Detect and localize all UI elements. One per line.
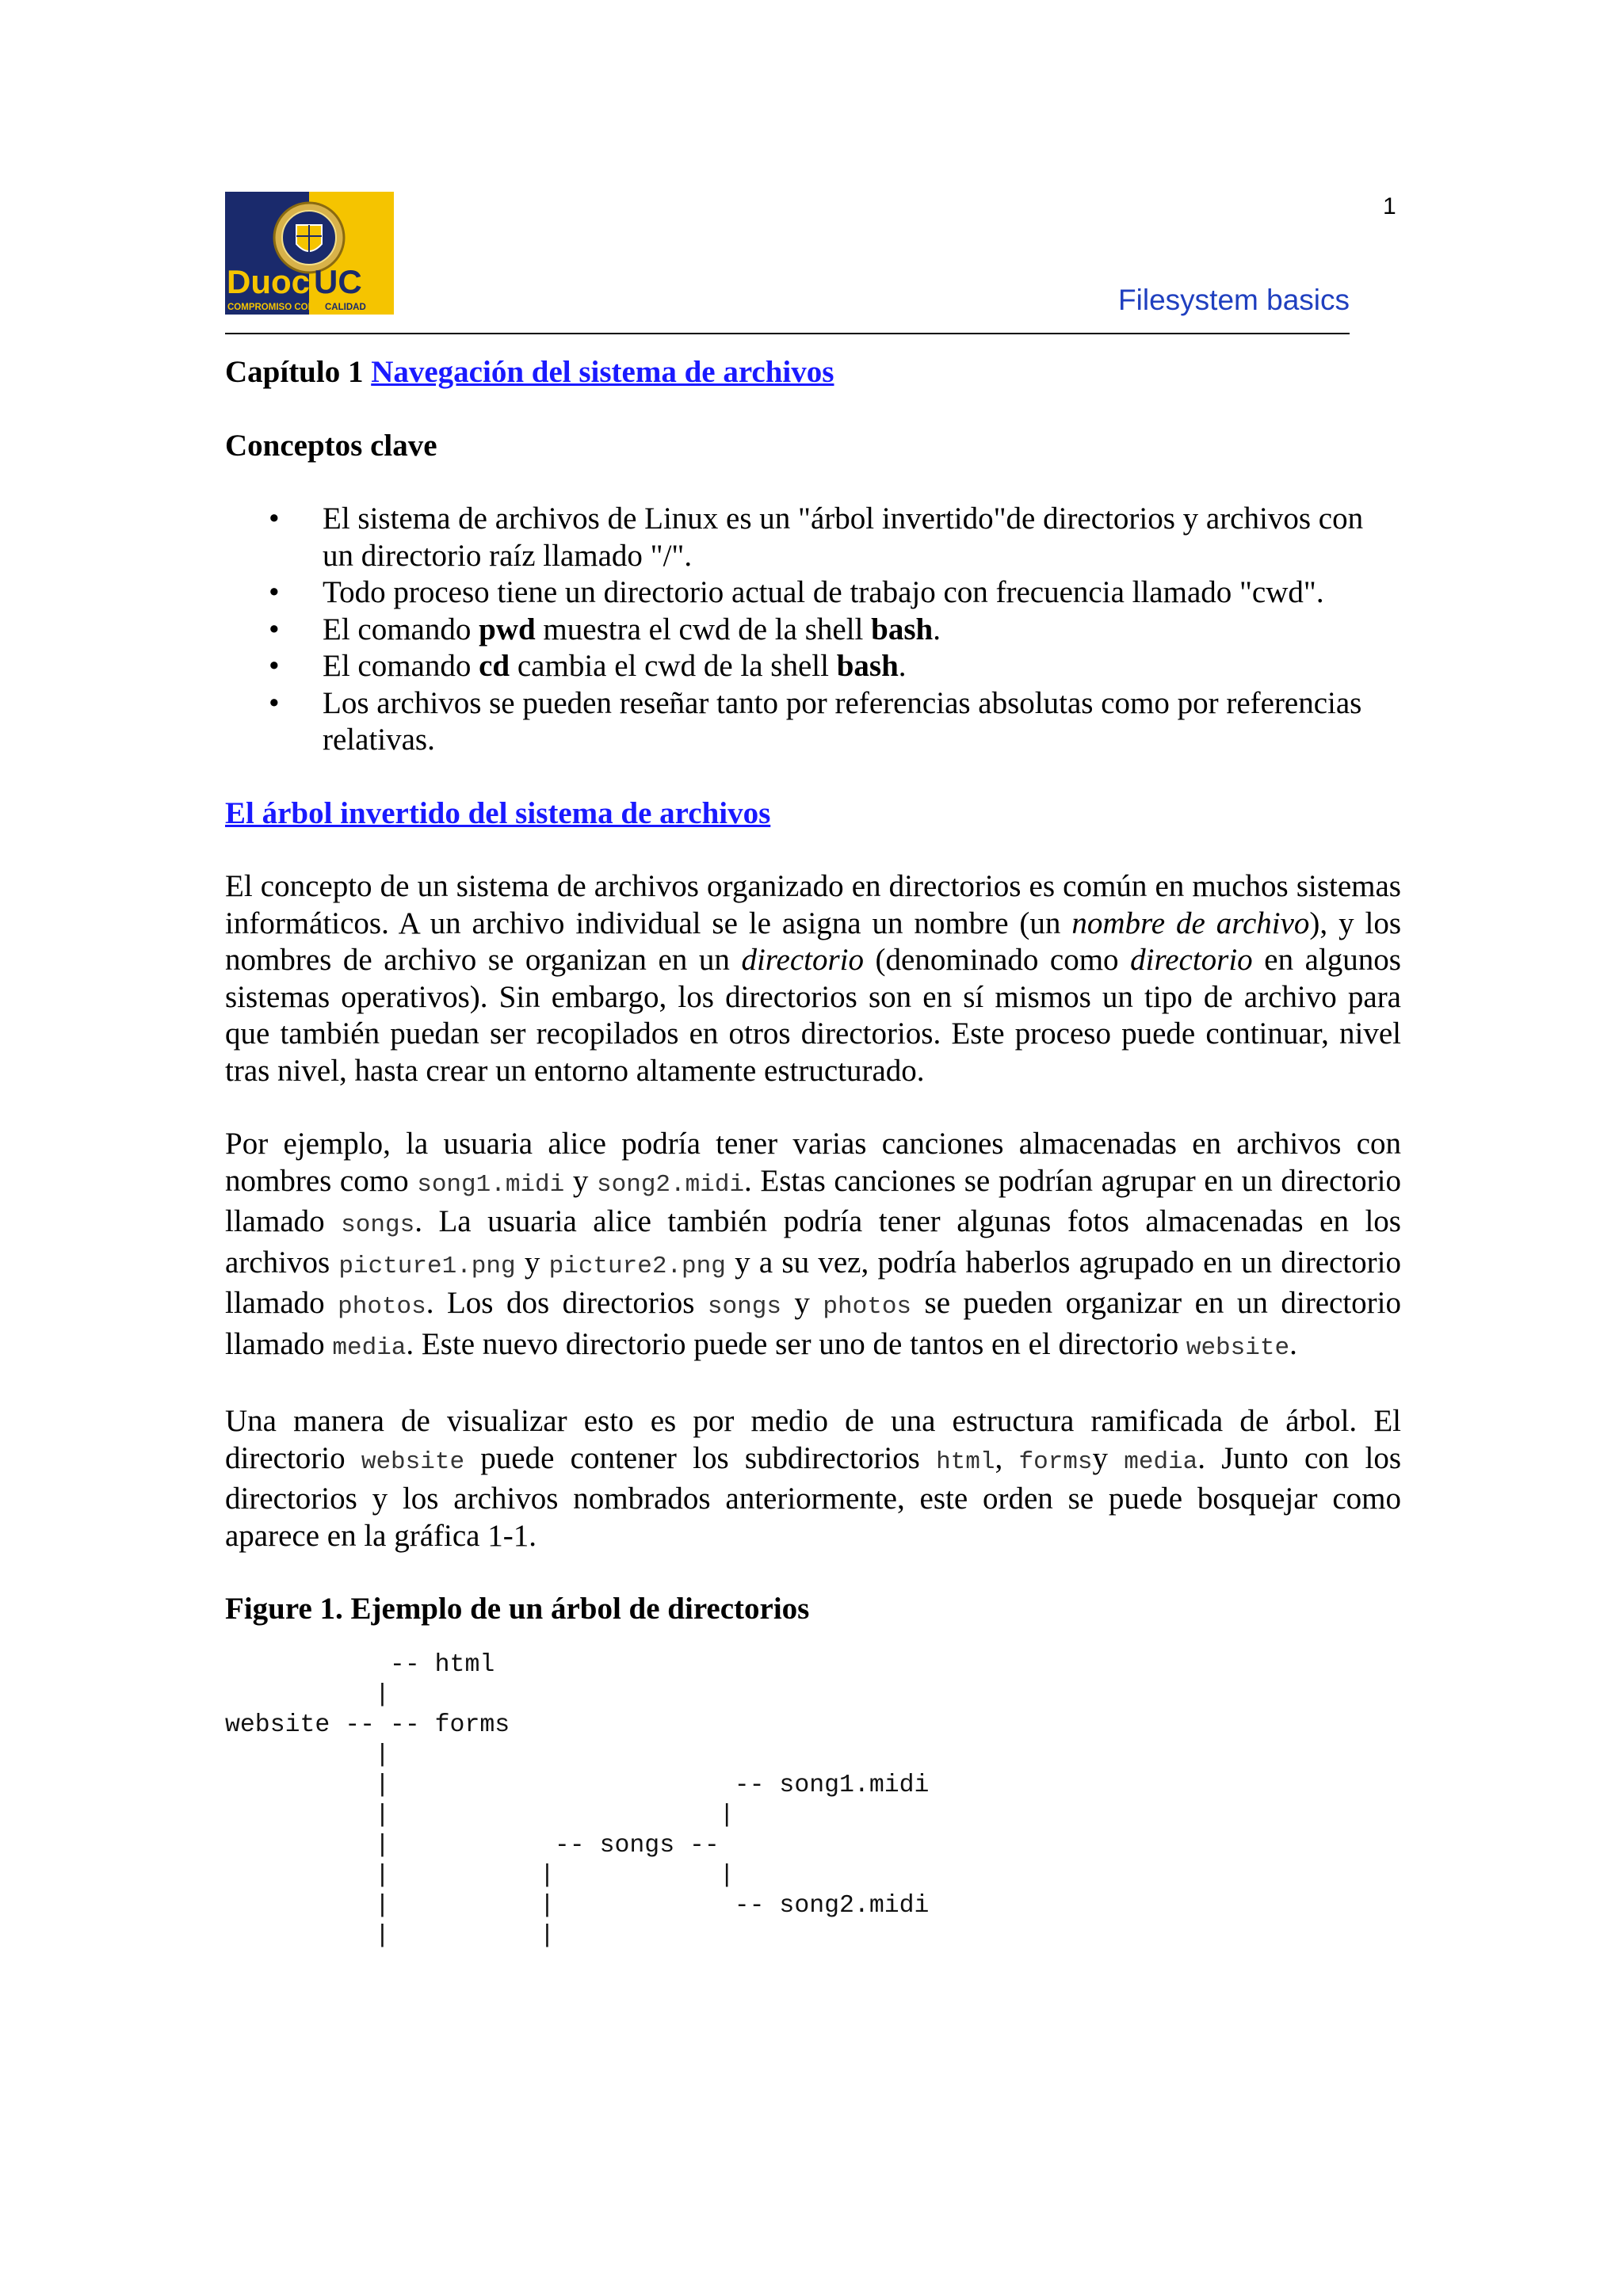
list-item — [323, 685, 1401, 759]
dirname-code: website — [361, 1447, 465, 1476]
text-run: en algunos sistemas operativos). Sin embargo, los directorios son en sí mismos un tipo de archivo para que también puedan ser recopilados en otros directorios. Este proceso puede continuar, nivel tras nivel, hasta crear un entorno altamente estructurado. — [225, 943, 1401, 1088]
key-concepts-list — [225, 501, 1401, 759]
shell-bash: bash — [871, 612, 934, 646]
directory-tree-diagram: -- html | website -- -- forms | | -- song1.midi | | | -- songs -- | | | | | -- song2.midi | | — [225, 1650, 930, 1950]
text-run: y — [781, 1286, 823, 1320]
section-heading — [225, 795, 1401, 833]
duocuc-logo — [225, 192, 394, 315]
filename-code: picture1.png — [338, 1252, 516, 1280]
text-run: . La usuaria alice también podría tener algunas fotos almacenadas en los archivos — [225, 1204, 1401, 1280]
list-item-text: El sistema de archivos de Linux es un "árbol invertido"de directorios y archivos con un directorio raíz llamado "/". — [323, 502, 1364, 573]
list-item — [323, 612, 1401, 649]
list-item-text: . — [898, 649, 907, 683]
list-item-text: muestra el cwd de la shell — [535, 612, 872, 646]
list-item-text: El comando — [323, 649, 479, 683]
list-item — [323, 648, 1401, 685]
filename-code: song1.midi — [417, 1170, 565, 1199]
list-item-text: . — [933, 612, 941, 646]
list-item-text: cambia el cwd de la shell — [510, 649, 837, 683]
dirname-code: html — [936, 1447, 995, 1476]
header-divider — [225, 333, 1350, 334]
duocuc-logo-icon — [225, 192, 394, 315]
list-item-text: Todo proceso tiene un directorio actual de trabajo con frecuencia llamado "cwd". — [323, 575, 1324, 609]
main-content — [225, 349, 1401, 1951]
text-run: y a su vez, podría haberlos agrupado en un directorio llamado — [225, 1245, 1401, 1320]
dirname-code: photos — [338, 1293, 426, 1321]
svg-text:COMPROMISO CON LA: COMPROMISO CON LA — [227, 303, 330, 312]
svg-text:CALIDAD: CALIDAD — [325, 303, 366, 312]
dirname-code: media — [332, 1333, 407, 1362]
chapter-title-link[interactable]: Navegación del sistema de archivos — [371, 355, 834, 389]
italic-term: directorio — [1130, 943, 1253, 977]
figure-caption: Figure 1. Ejemplo de un árbol de directorios — [225, 1592, 810, 1626]
filename-code: picture2.png — [548, 1252, 726, 1280]
svg-text:UC: UC — [314, 263, 362, 300]
dirname-code: songs — [341, 1211, 415, 1239]
list-item-text: El comando — [323, 612, 479, 646]
page-number: 1 — [1383, 193, 1396, 219]
paragraph-example — [225, 1126, 1401, 1367]
text-run: . Junto con los directorios y los archivos nombrados anteriormente, este orden se puede bosquejar como aparece en la gráfica 1-1. — [225, 1440, 1402, 1553]
text-run: . Este nuevo directorio puede ser uno de tantos en el directorio — [406, 1326, 1186, 1361]
text-run: (denominado como — [863, 943, 1131, 977]
text-run: y — [515, 1245, 549, 1280]
header-title: Filesystem basics — [1118, 284, 1350, 316]
svg-text:Duoc: Duoc — [227, 263, 310, 300]
chapter-heading — [225, 354, 1401, 391]
section-title-link[interactable]: El árbol invertido del sistema de archivos — [225, 795, 771, 830]
chapter-label: Capítulo 1 — [225, 355, 364, 389]
paragraph-concept — [225, 868, 1401, 1089]
text-run: , — [995, 1440, 1019, 1475]
dirname-code: website — [1186, 1333, 1290, 1362]
text-run: ), y los nombres de archivo se organizan en un — [225, 906, 1401, 977]
text-run: se pueden organizar en un directorio llamado — [225, 1286, 1401, 1361]
command-pwd: pwd — [479, 612, 536, 646]
text-run: y — [564, 1163, 598, 1198]
text-run: . — [1289, 1326, 1297, 1361]
dirname-code: forms — [1018, 1447, 1093, 1476]
text-run: puede contener los subdirectorios — [464, 1440, 937, 1475]
paragraph-tree-intro — [225, 1403, 1401, 1554]
key-concepts-heading: Conceptos clave — [225, 428, 437, 463]
text-run: El concepto de un sistema de archivos organizado en directorios es común en muchos sistemas informáticos. A un archivo individual se le asigna un nombre (un — [225, 869, 1401, 940]
filename-code: song2.midi — [597, 1170, 745, 1199]
dirname-code: media — [1124, 1447, 1198, 1476]
list-item-text: Los archivos se pueden reseñar tanto por referencias absolutas como por referencias relativas. — [323, 685, 1362, 757]
shell-bash: bash — [836, 649, 899, 683]
text-run: Por ejemplo, la usuaria alice podría tener varias canciones almacenadas en archivos con nombres como — [225, 1127, 1401, 1198]
dirname-code: songs — [707, 1293, 781, 1321]
italic-term: nombre de archivo — [1071, 906, 1310, 940]
text-run: Una manera de visualizar esto es por medio de una estructura ramificada de árbol. El directorio — [225, 1404, 1401, 1475]
command-cd: cd — [479, 649, 510, 683]
text-run: . Estas canciones se podrían agrupar en un directorio llamado — [225, 1163, 1402, 1238]
list-item — [323, 501, 1401, 574]
text-run: y — [1092, 1440, 1125, 1475]
list-item — [323, 574, 1401, 612]
italic-term: directorio — [741, 943, 864, 977]
text-run: . Los dos directorios — [426, 1286, 708, 1320]
dirname-code: photos — [823, 1293, 912, 1321]
